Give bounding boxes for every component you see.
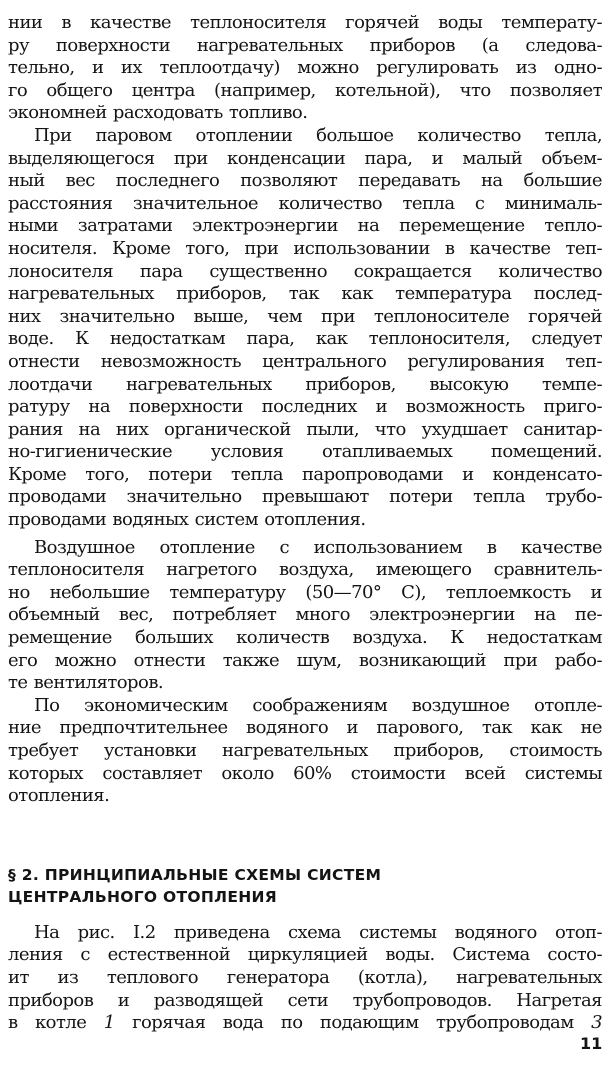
section-title-line: § 2. ПРИНЦИПИАЛЬНЫЕ СХЕМЫ СИСТЕМ: [8, 865, 382, 884]
page-number: 11: [580, 1034, 603, 1053]
text-run: горячая вода по подающим трубопроводам: [114, 1012, 592, 1034]
text-line: теплоносителя нагретого воздуха, имеющего сравнитель-: [8, 559, 602, 581]
text-line: экономней расходовать топливо.: [8, 102, 308, 124]
text-line: носителя. Кроме того, при использовании в качестве теп-: [8, 237, 602, 259]
text-line: которых составляет около 60% стоимости всей системы: [8, 762, 602, 784]
text-line: ный вес последнего позволяют передавать на большие: [8, 170, 602, 192]
text-line: отопления.: [8, 785, 110, 807]
text-line: ние предпочтительнее водяного и парового, так как не: [8, 717, 602, 739]
text-line: ратуру на поверхности последних и возможность приго-: [8, 396, 602, 418]
text-line: тельно, и их теплоотдачу) можно регулировать из одно-: [8, 57, 602, 79]
text-line: Воздушное отопление с использованием в качестве: [34, 536, 602, 558]
text-line: На рис. I.2 приведена схема системы водяного отоп-: [34, 921, 602, 943]
text-line: проводами водяных систем отопления.: [8, 509, 366, 531]
text-line: проводами значительно превышают потери тепла трубо-: [8, 486, 602, 508]
text-line: ными затратами электроэнергии на перемещение тепло-: [8, 215, 602, 237]
text-line: Кроме того, потери тепла паропроводами и конденсато-: [8, 463, 602, 485]
paragraph-5: [8, 922, 602, 1035]
text-line: лоотдачи нагревательных приборов, высокую темпе-: [8, 373, 602, 395]
text-line: его можно отнести также шум, возникающий при рабо-: [8, 649, 602, 671]
text-line: [8, 1012, 602, 1035]
text-line: нагревательных приборов, так как температура послед-: [8, 283, 602, 305]
text-line: го общего центра (например, котельной), что позволяет: [8, 79, 602, 101]
text-line: ру поверхности нагревательных приборов (а следова-: [8, 34, 602, 56]
text-line: приборов и разводящей сети трубопроводов. Нагретая: [8, 989, 602, 1011]
text-line: те вентиляторов.: [8, 672, 164, 694]
text-line: но небольшие температуру (50—70° С), теплоемкость и: [8, 581, 602, 603]
paragraph-4: [8, 695, 602, 808]
paragraph-3: [8, 537, 602, 695]
text-line: ремещение больших количеств воздуха. К недостаткам: [8, 627, 602, 649]
paragraph-2: [8, 125, 602, 532]
text-line: рания на них органической пыли, что ухудшает санитар-: [8, 418, 602, 440]
text-line: отнести невозможность центрального регулирования теп-: [8, 350, 602, 372]
text-line: расстояния значительное количество тепла с минималь-: [8, 192, 602, 214]
text-line: нии в качестве теплоносителя горячей воды температу-: [8, 12, 602, 33]
text-run: в котле: [8, 1012, 104, 1034]
paragraph-1: [8, 12, 602, 125]
text-line: объемный вес, потребляет много электроэнергии на пе-: [8, 604, 602, 626]
reference-number: 3: [591, 1012, 602, 1034]
text-line: При паровом отоплении большое количество тепла,: [34, 124, 602, 146]
text-line: лоносителя пара существенно сокращается количество: [8, 260, 602, 282]
text-line: них значительно выше, чем при теплоносителе горячей: [8, 305, 602, 327]
text-line: ления с естественной циркуляцией воды. Система состо-: [8, 944, 602, 966]
text-line: воде. К недостаткам пара, как теплоносителя, следует: [8, 328, 602, 350]
text-line: выделяющегося при конденсации пара, и малый объем-: [8, 147, 602, 169]
reference-number: 1: [103, 1012, 115, 1034]
page-body: [8, 12, 602, 1035]
text-line: По экономическим соображениям воздушное отопле-: [34, 694, 602, 716]
section-title-line: ЦЕНТРАЛЬНОГО ОТОПЛЕНИЯ: [8, 887, 277, 906]
text-line: требует установки нагревательных приборов, стоимость: [8, 740, 602, 761]
text-line: ит из теплового генератора (котла), нагревательных: [8, 966, 602, 988]
section-heading: [8, 864, 602, 908]
text-line: но-гигиенические условия отапливаемых помещений.: [8, 441, 602, 463]
